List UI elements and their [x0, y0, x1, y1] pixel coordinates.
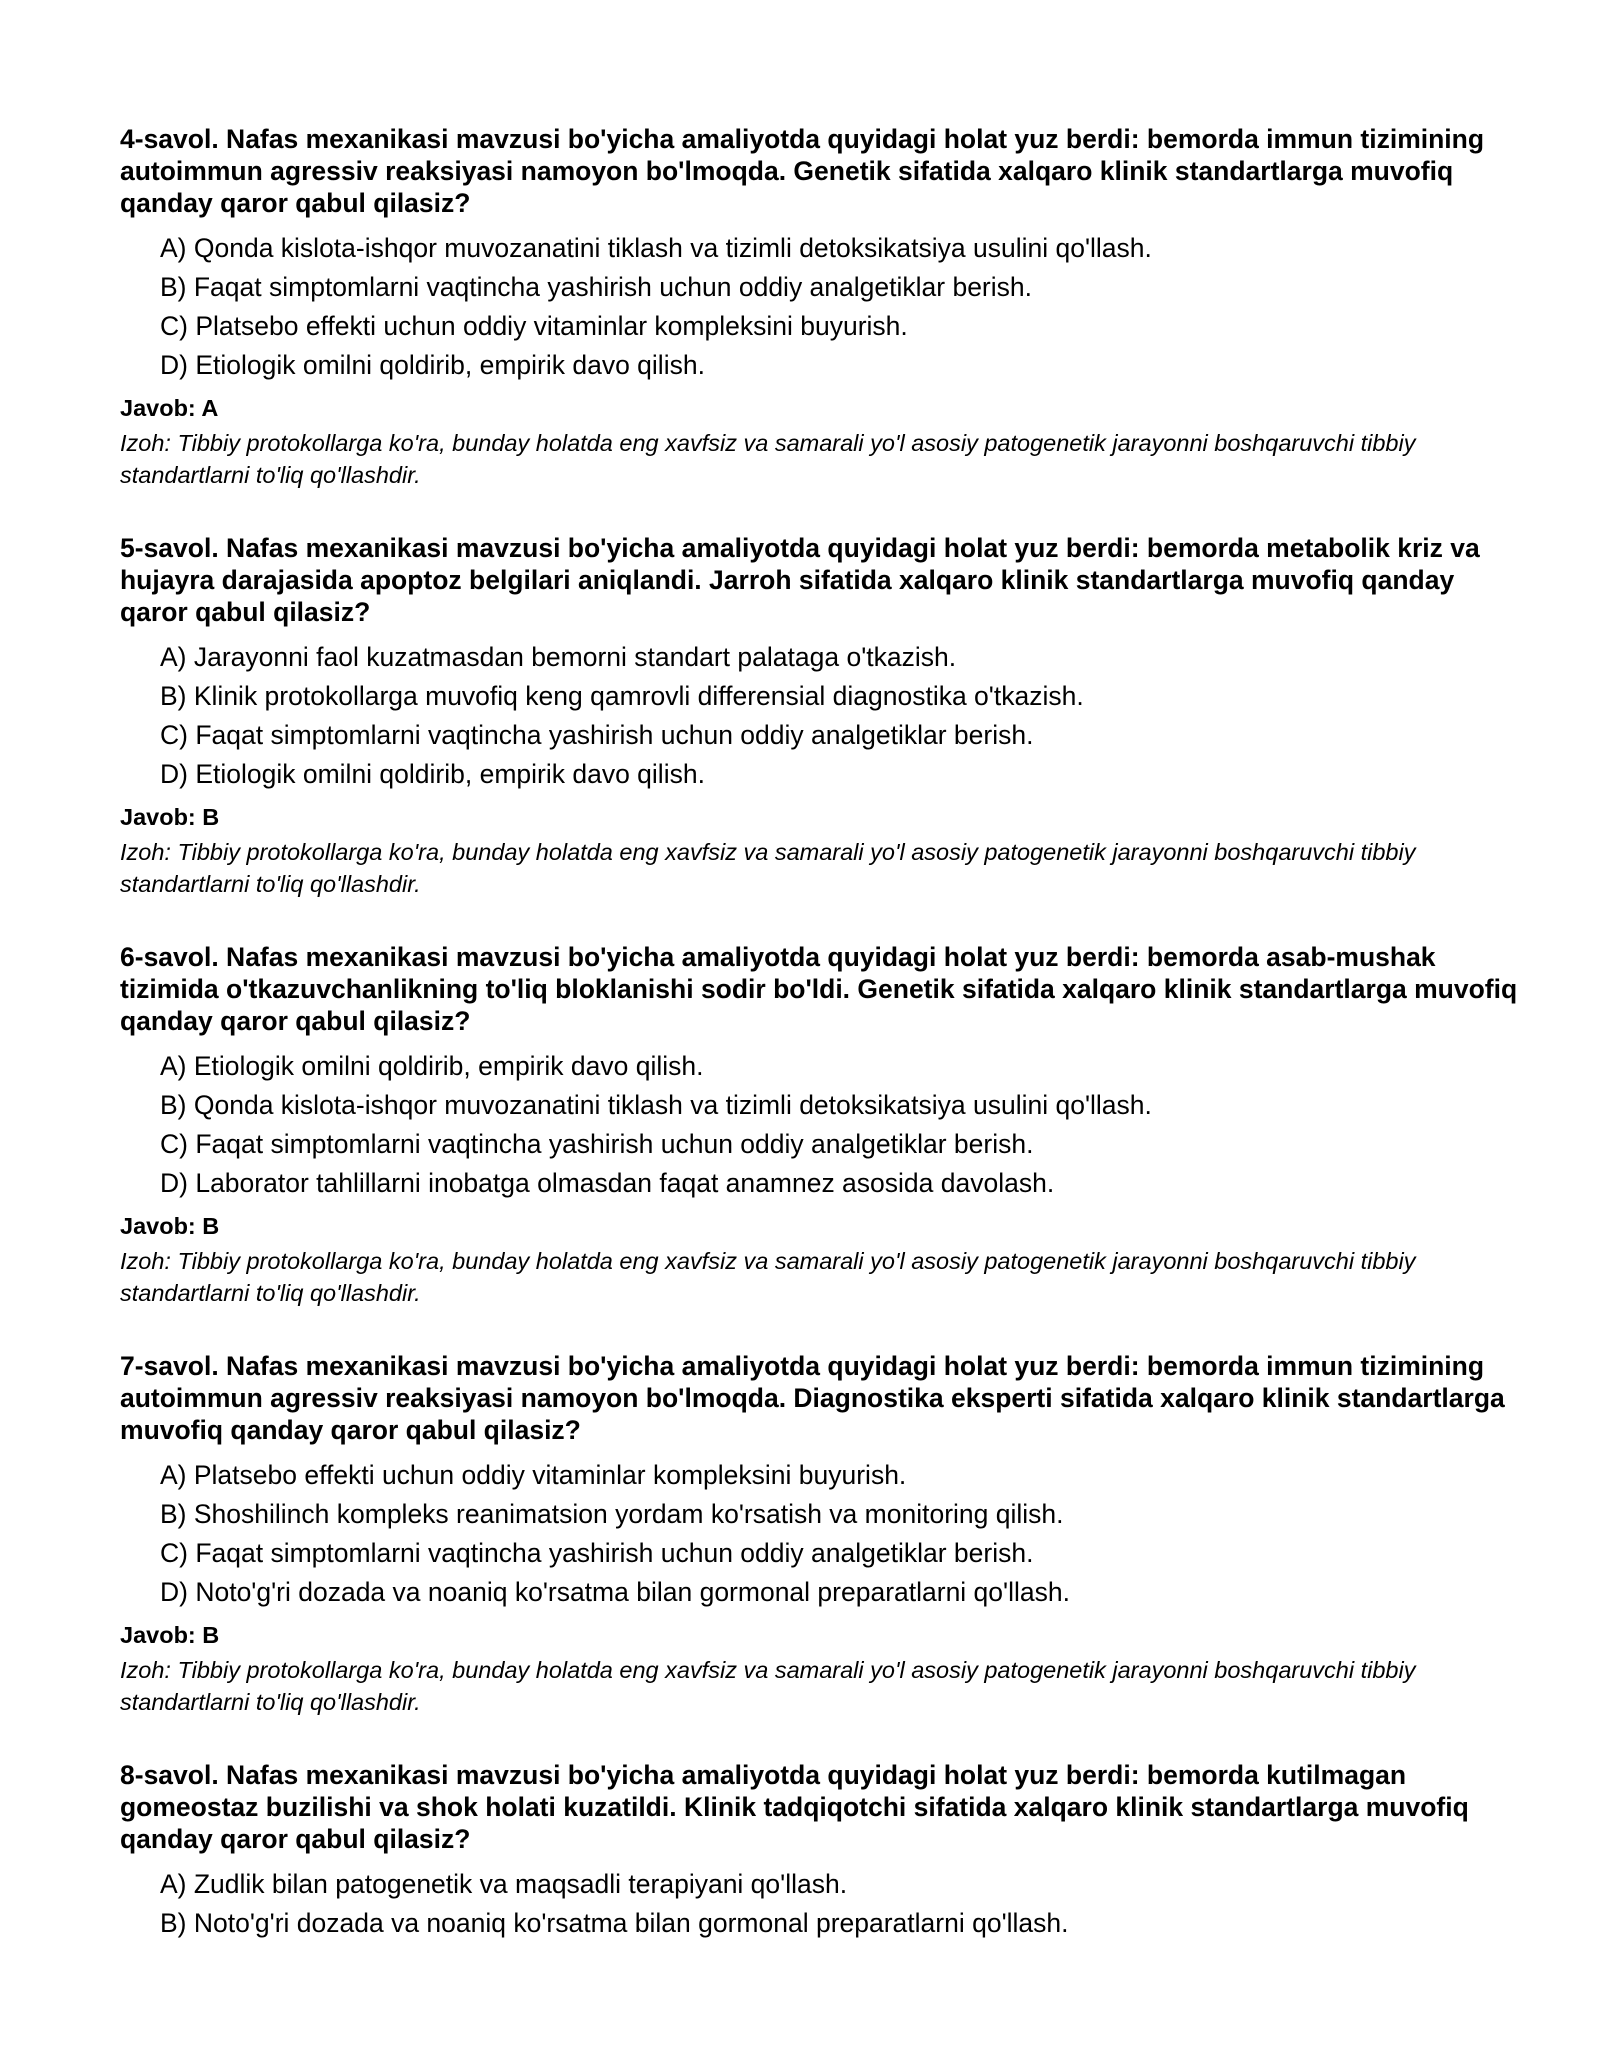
option-a: A) Jarayonni faol kuzatmasdan bemorni standart palataga o'tkazish. [160, 642, 957, 672]
option-c: C) Faqat simptomlarni vaqtincha yashirish uchun oddiy analgetiklar berish. [160, 720, 1034, 750]
option-a: A) Qonda kislota-ishqor muvozanatini tiklash va tizimli detoksikatsiya usulini qo'llash. [160, 233, 1152, 263]
option-d: D) Noto'g'ri dozada va noaniq ko'rsatma bilan gormonal preparatlarni qo'llash. [160, 1577, 1070, 1607]
option-list [120, 229, 1520, 385]
option-b: B) Faqat simptomlarni vaqtincha yashirish uchun oddiy analgetiklar berish. [160, 272, 1032, 302]
document-page [120, 123, 1520, 1984]
explanation-text: Izoh: Tibbiy protokollarga ko'ra, bunday holatda eng xavfsiz va samarali yo'l asosiy patogenetik jarayonni boshqaruvchi tibbiy standartlarni to'liq qo'llashdir. [120, 430, 1416, 488]
option-b: B) Qonda kislota-ishqor muvozanatini tiklash va tizimli detoksikatsiya usulini qo'llash. [160, 1090, 1152, 1120]
explanation-text: Izoh: Tibbiy protokollarga ko'ra, bunday holatda eng xavfsiz va samarali yo'l asosiy patogenetik jarayonni boshqaruvchi tibbiy standartlarni to'liq qo'llashdir. [120, 839, 1416, 897]
option-list [120, 638, 1520, 794]
question-text: 8-savol. Nafas mexanikasi mavzusi bo'yicha amaliyotda quyidagi holat yuz berdi: bemorda kutilmagan gomeostaz buzilishi va shok holati kuzatildi. Klinik tadqiqotchi sifatida xalqaro klinik standartlarga muvofiq qanday qaror qabul qilasiz? [120, 1760, 1469, 1854]
question-6 [120, 941, 1520, 1309]
question-4 [120, 123, 1520, 491]
option-b: B) Klinik protokollarga muvofiq keng qamrovli differensial diagnostika o'tkazish. [160, 681, 1084, 711]
option-d: D) Laborator tahlillarni inobatga olmasdan faqat anamnez asosida davolash. [160, 1168, 1055, 1198]
option-a: A) Etiologik omilni qoldirib, empirik davo qilish. [160, 1051, 704, 1081]
answer-label: Javob: B [120, 804, 220, 830]
question-text: 5-savol. Nafas mexanikasi mavzusi bo'yicha amaliyotda quyidagi holat yuz berdi: bemorda metabolik kriz va hujayra darajasida apoptoz belgilari aniqlandi. Jarroh sifatida xalqaro klinik standartlarga muvofiq qanday qaror qabul qilasiz? [120, 533, 1480, 627]
option-d: D) Etiologik omilni qoldirib, empirik davo qilish. [160, 759, 705, 789]
question-7 [120, 1350, 1520, 1718]
answer-label: Javob: A [120, 395, 219, 421]
question-text: 6-savol. Nafas mexanikasi mavzusi bo'yicha amaliyotda quyidagi holat yuz berdi: bemorda asab-mushak tizimida o'tkazuvchanlikning to'liq bloklanishi sodir bo'ldi. Genetik sifatida xalqaro klinik standartlarga muvofiq qanday qaror qabul qilasiz? [120, 942, 1518, 1036]
answer-label: Javob: B [120, 1622, 220, 1648]
option-a: A) Zudlik bilan patogenetik va maqsadli terapiyani qo'llash. [160, 1869, 848, 1899]
option-c: C) Faqat simptomlarni vaqtincha yashirish uchun oddiy analgetiklar berish. [160, 1538, 1034, 1568]
question-8 [120, 1759, 1520, 1943]
option-list [120, 1456, 1520, 1612]
explanation-text: Izoh: Tibbiy protokollarga ko'ra, bunday holatda eng xavfsiz va samarali yo'l asosiy patogenetik jarayonni boshqaruvchi tibbiy standartlarni to'liq qo'llashdir. [120, 1248, 1416, 1306]
question-text: 7-savol. Nafas mexanikasi mavzusi bo'yicha amaliyotda quyidagi holat yuz berdi: bemorda immun tizimining autoimmun agressiv reaksiyasi namoyon bo'lmoqda. Diagnostika eksperti sifatida xalqaro klinik standartlarga muvofiq qanday qaror qabul qilasiz? [120, 1351, 1505, 1445]
option-a: A) Platsebo effekti uchun oddiy vitaminlar kompleksini buyurish. [160, 1460, 907, 1490]
option-list [120, 1865, 1520, 1943]
option-list [120, 1047, 1520, 1203]
question-text: 4-savol. Nafas mexanikasi mavzusi bo'yicha amaliyotda quyidagi holat yuz berdi: bemorda immun tizimining autoimmun agressiv reaksiyasi namoyon bo'lmoqda. Genetik sifatida xalqaro klinik standartlarga muvofiq qanday qaror qabul qilasiz? [120, 124, 1485, 218]
answer-label: Javob: B [120, 1213, 220, 1239]
option-d: D) Etiologik omilni qoldirib, empirik davo qilish. [160, 350, 705, 380]
question-5 [120, 532, 1520, 900]
option-b: B) Noto'g'ri dozada va noaniq ko'rsatma bilan gormonal preparatlarni qo'llash. [160, 1908, 1069, 1938]
option-c: C) Faqat simptomlarni vaqtincha yashirish uchun oddiy analgetiklar berish. [160, 1129, 1034, 1159]
explanation-text: Izoh: Tibbiy protokollarga ko'ra, bunday holatda eng xavfsiz va samarali yo'l asosiy patogenetik jarayonni boshqaruvchi tibbiy standartlarni to'liq qo'llashdir. [120, 1657, 1416, 1715]
option-c: C) Platsebo effekti uchun oddiy vitaminlar kompleksini buyurish. [160, 311, 908, 341]
option-b: B) Shoshilinch kompleks reanimatsion yordam ko'rsatish va monitoring qilish. [160, 1499, 1064, 1529]
